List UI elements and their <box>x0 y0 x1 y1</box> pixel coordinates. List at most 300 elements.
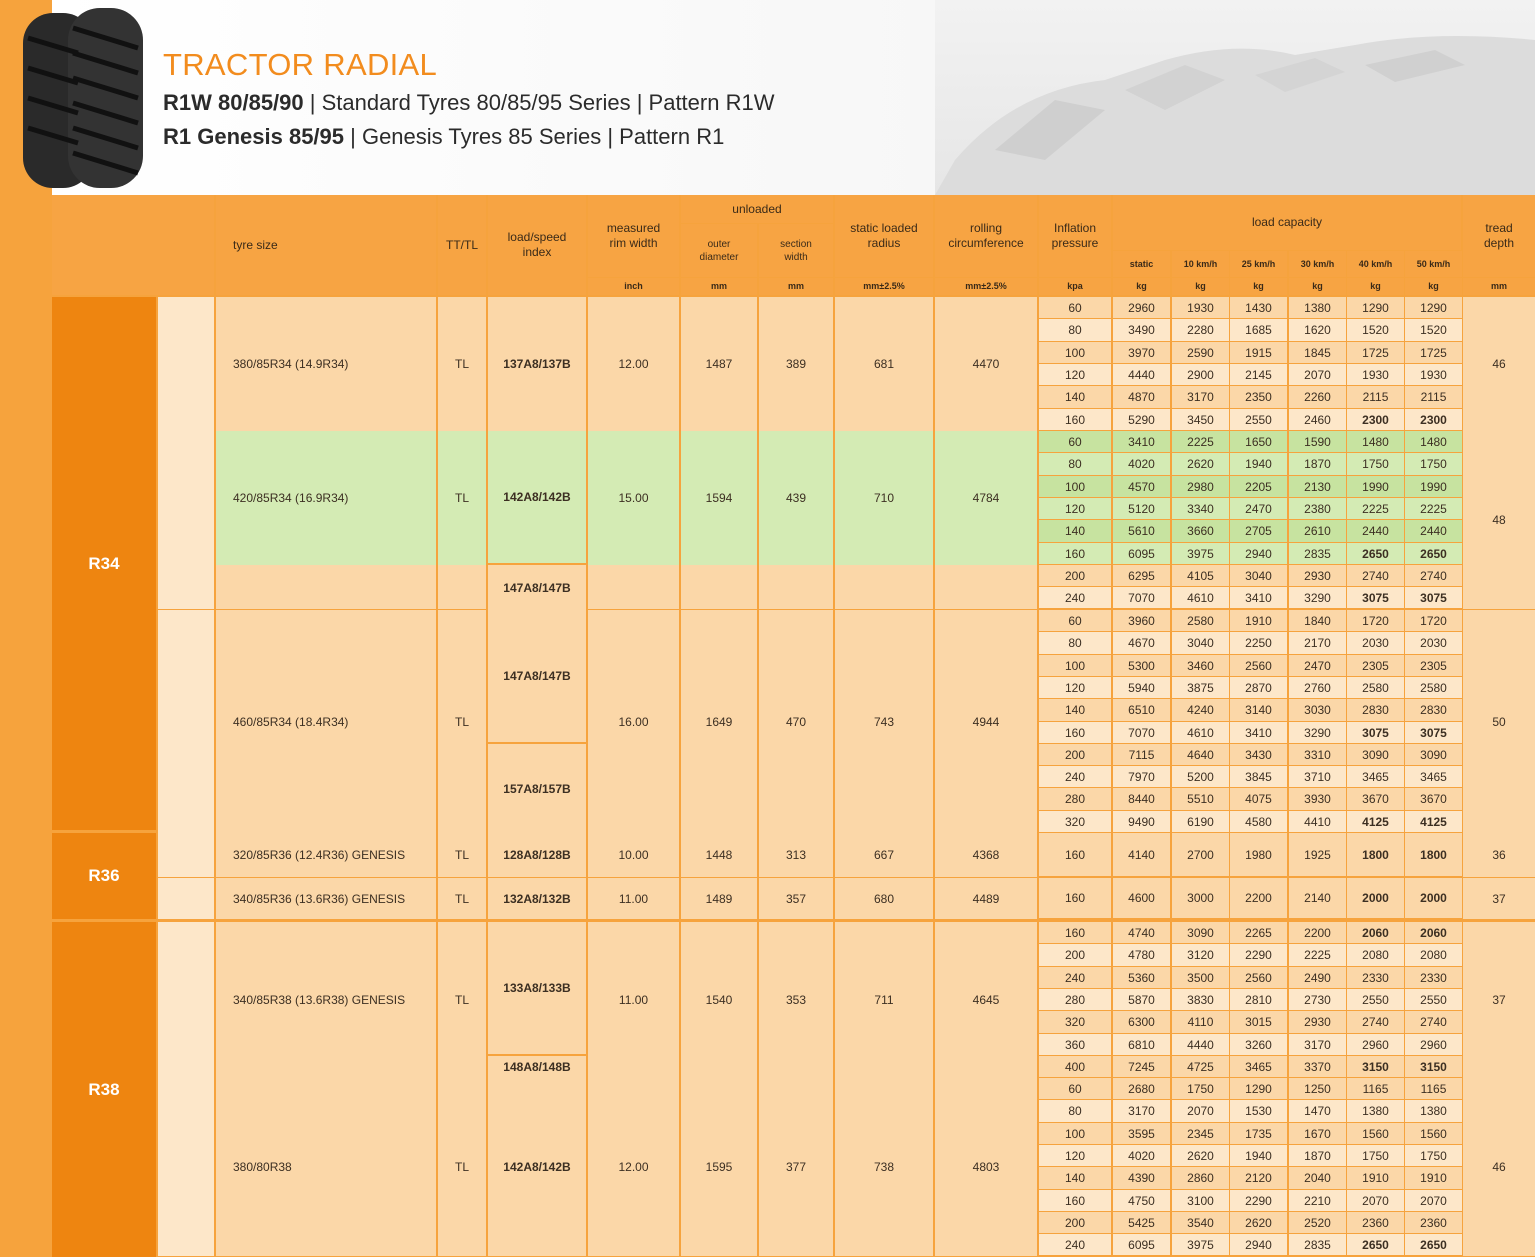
load-cell: 2960 <box>1347 1034 1404 1055</box>
load-cell: 1910 <box>1347 1167 1404 1189</box>
section-width-cell: 439 <box>759 431 833 565</box>
load-cell: 3370 <box>1289 1056 1346 1077</box>
series-desc-r1w: | Standard Tyres 80/85/95 Series | Pattern R1W <box>303 90 775 115</box>
load-cell: 3310 <box>1289 744 1346 765</box>
tt-tl-cell: TL <box>438 922 486 1078</box>
load-cell: 2120 <box>1230 1167 1287 1189</box>
tread-depth-cell: 37 <box>1463 922 1535 1078</box>
header-speed-0: static <box>1113 251 1170 277</box>
load-cell: 3170 <box>1289 1034 1346 1055</box>
rim-cell: 10.00 <box>588 833 679 877</box>
header-speed-3: 30 km/h <box>1289 251 1346 277</box>
unit-rim: inch <box>588 278 679 295</box>
load-cell: 7970 <box>1113 766 1170 787</box>
load-cell: 3090 <box>1405 744 1462 765</box>
load-cell: 3450 <box>1172 409 1229 430</box>
pressure-cell: 100 <box>1039 1123 1111 1144</box>
load-cell: 2260 <box>1289 386 1346 408</box>
pressure-cell: 120 <box>1039 498 1111 519</box>
load-cell: 3960 <box>1113 610 1170 631</box>
load-cell: 1930 <box>1347 364 1404 385</box>
load-cell: 3465 <box>1405 766 1462 787</box>
tyre-size-cell: 340/85R38 (13.6R38) GENESIS <box>216 922 436 1078</box>
load-cell: 6095 <box>1113 543 1170 564</box>
load-cell: 2380 <box>1289 498 1346 519</box>
load-cell: 1620 <box>1289 319 1346 341</box>
blank-cell <box>158 833 214 877</box>
load-cell: 2730 <box>1289 989 1346 1010</box>
tractor-tyre-icon <box>18 8 148 193</box>
load-cell: 2070 <box>1172 1100 1229 1122</box>
load-cell: 1685 <box>1230 319 1287 341</box>
header-load-speed-index: load/speed index <box>488 195 586 295</box>
tyre-size-cell: 460/85R34 (18.4R34) <box>216 610 436 833</box>
load-cell: 2305 <box>1405 655 1462 676</box>
radius-cell: 710 <box>835 431 933 565</box>
load-cell: 2225 <box>1172 431 1229 452</box>
load-cell: 2580 <box>1347 677 1404 698</box>
load-cell: 2470 <box>1289 655 1346 676</box>
load-cell: 1870 <box>1289 1145 1346 1166</box>
load-cell: 3660 <box>1172 520 1229 542</box>
load-cell: 2330 <box>1347 967 1404 988</box>
load-cell: 3410 <box>1230 587 1287 608</box>
load-cell: 2300 <box>1347 409 1404 430</box>
tyre-tread-background <box>935 0 1535 195</box>
section-width-cell: 389 <box>759 297 833 431</box>
load-cell: 4240 <box>1172 699 1229 721</box>
load-cell: 4440 <box>1172 1034 1229 1055</box>
header-rim-width: measured rim width <box>588 195 679 277</box>
header-banner <box>0 0 1535 195</box>
header-load-capacity: load capacity <box>1113 195 1461 250</box>
load-cell: 2115 <box>1347 386 1404 408</box>
load-cell: 2360 <box>1347 1212 1404 1233</box>
load-cell: 3875 <box>1172 677 1229 698</box>
load-cell: 1725 <box>1405 342 1462 363</box>
pressure-cell: 160 <box>1039 409 1111 430</box>
header-blank <box>52 195 214 295</box>
circumference-cell: 4944 <box>935 610 1037 833</box>
page-title: TRACTOR RADIAL <box>163 47 438 82</box>
load-cell: 2200 <box>1230 878 1287 918</box>
load-cell: 5120 <box>1113 498 1170 519</box>
load-cell: 1735 <box>1230 1123 1287 1144</box>
blank-cell <box>158 431 214 609</box>
outer-diameter-cell: 1487 <box>681 297 757 431</box>
outer-diameter-cell: 1649 <box>681 610 757 833</box>
series-desc-genesis: | Genesis Tyres 85 Series | Pattern R1 <box>344 124 725 149</box>
load-cell: 4580 <box>1230 811 1287 832</box>
pressure-cell: 320 <box>1039 1011 1111 1033</box>
tread-depth-cell: 46 <box>1463 1078 1535 1256</box>
load-cell: 2740 <box>1405 565 1462 586</box>
rim-cell: 11.00 <box>588 878 679 919</box>
load-cell: 2360 <box>1405 1212 1462 1233</box>
load-cell: 2835 <box>1289 543 1346 564</box>
load-cell: 3465 <box>1230 1056 1287 1077</box>
load-cell: 1380 <box>1347 1100 1404 1122</box>
tyre-size-cell: 340/85R36 (13.6R36) GENESIS <box>216 878 436 919</box>
pressure-cell: 100 <box>1039 342 1111 363</box>
load-cell: 5200 <box>1172 766 1229 787</box>
load-cell: 2650 <box>1405 543 1462 564</box>
load-cell: 2650 <box>1347 1234 1404 1255</box>
load-cell: 7070 <box>1113 587 1170 608</box>
load-cell: 3120 <box>1172 944 1229 966</box>
load-index-cell: 147A8/147B <box>488 565 586 610</box>
load-cell: 2705 <box>1230 520 1287 542</box>
load-cell: 4725 <box>1172 1056 1229 1077</box>
load-cell: 3845 <box>1230 766 1287 787</box>
load-cell: 1940 <box>1230 1145 1287 1166</box>
load-cell: 1380 <box>1289 297 1346 318</box>
load-cell: 5940 <box>1113 677 1170 698</box>
load-cell: 4410 <box>1289 811 1346 832</box>
load-cell: 2000 <box>1347 878 1404 918</box>
load-cell: 3140 <box>1230 699 1287 721</box>
load-cell: 2520 <box>1289 1212 1346 1233</box>
header-inflation-pressure: Inflation pressure <box>1039 195 1111 277</box>
load-cell: 4105 <box>1172 565 1229 586</box>
rim-cell: 16.00 <box>588 610 679 833</box>
load-cell: 2440 <box>1347 520 1404 542</box>
series-name-genesis: R1 Genesis 85/95 <box>163 124 345 149</box>
load-cell: 1480 <box>1347 431 1404 452</box>
load-cell: 4640 <box>1172 744 1229 765</box>
load-cell: 2960 <box>1113 297 1170 318</box>
unit-pressure: kpa <box>1039 278 1111 295</box>
section-width-cell: 353 <box>759 922 833 1078</box>
load-cell: 1560 <box>1347 1123 1404 1144</box>
load-cell: 2070 <box>1347 1190 1404 1211</box>
load-cell: 2000 <box>1405 878 1462 918</box>
load-cell: 9490 <box>1113 811 1170 832</box>
circumference-cell: 4470 <box>935 297 1037 431</box>
load-cell: 8440 <box>1113 788 1170 810</box>
load-cell: 2560 <box>1230 655 1287 676</box>
load-cell: 2740 <box>1405 1011 1462 1033</box>
load-cell: 1910 <box>1230 610 1287 631</box>
load-cell: 5300 <box>1113 655 1170 676</box>
header-speed-1: 10 km/h <box>1172 251 1229 277</box>
load-cell: 2870 <box>1230 677 1287 698</box>
pressure-cell: 240 <box>1039 587 1111 608</box>
load-cell: 3430 <box>1230 744 1287 765</box>
load-cell: 4125 <box>1405 811 1462 832</box>
header-tread-depth: tread depth <box>1463 195 1535 277</box>
load-cell: 2740 <box>1347 565 1404 586</box>
load-cell: 1990 <box>1405 476 1462 497</box>
load-cell: 1800 <box>1405 833 1462 876</box>
load-cell: 1520 <box>1405 319 1462 341</box>
load-cell: 1845 <box>1289 342 1346 363</box>
load-cell: 3410 <box>1230 722 1287 743</box>
blank-cell <box>158 922 214 1078</box>
tt-tl-cell: TL <box>438 297 486 431</box>
circumference-cell: 4368 <box>935 833 1037 877</box>
load-cell: 3075 <box>1347 722 1404 743</box>
load-cell: 1750 <box>1405 453 1462 475</box>
load-cell: 3830 <box>1172 989 1229 1010</box>
pressure-cell: 200 <box>1039 1212 1111 1233</box>
unit-outer: mm <box>681 278 757 295</box>
pressure-cell: 160 <box>1039 833 1111 876</box>
load-cell: 2060 <box>1347 922 1404 943</box>
pressure-cell: 320 <box>1039 811 1111 832</box>
load-cell: 2810 <box>1230 989 1287 1010</box>
load-cell: 4610 <box>1172 587 1229 608</box>
load-cell: 3150 <box>1347 1056 1404 1077</box>
load-cell: 3030 <box>1289 699 1346 721</box>
load-cell: 1940 <box>1230 453 1287 475</box>
load-cell: 2760 <box>1289 677 1346 698</box>
load-cell: 2330 <box>1405 967 1462 988</box>
pressure-cell: 360 <box>1039 1034 1111 1055</box>
tt-tl-cell: TL <box>438 431 486 565</box>
load-cell: 2610 <box>1289 520 1346 542</box>
blank-cell <box>158 297 214 431</box>
tt-tl-cell: TL <box>438 610 486 833</box>
load-cell: 3460 <box>1172 655 1229 676</box>
header-outer-diameter: outer diameter <box>681 224 757 277</box>
load-cell: 3150 <box>1405 1056 1462 1077</box>
load-cell: 2460 <box>1289 409 1346 430</box>
load-cell: 1870 <box>1289 453 1346 475</box>
load-index-cell: 142A8/142B <box>488 1078 586 1256</box>
load-cell: 2590 <box>1172 342 1229 363</box>
load-index-cell: 157A8/157B <box>488 744 586 833</box>
pressure-cell: 60 <box>1039 297 1111 318</box>
circumference-cell: 4803 <box>935 1078 1037 1256</box>
section-label-r38: R38 <box>52 922 156 1257</box>
unit-load-4: kg <box>1347 278 1404 295</box>
pressure-cell: 280 <box>1039 788 1111 810</box>
load-cell: 2030 <box>1405 632 1462 654</box>
section-label-r34: R34 <box>52 297 156 830</box>
load-cell: 2580 <box>1172 610 1229 631</box>
pressure-cell: 240 <box>1039 967 1111 988</box>
load-cell: 4110 <box>1172 1011 1229 1033</box>
outer-diameter-cell: 1540 <box>681 922 757 1078</box>
load-cell: 4870 <box>1113 386 1170 408</box>
rim-cell: 15.00 <box>588 431 679 565</box>
series-name-r1w: R1W 80/85/90 <box>163 90 304 115</box>
load-cell: 2830 <box>1347 699 1404 721</box>
load-cell: 2210 <box>1289 1190 1346 1211</box>
tyre-size-cell: 420/85R34 (16.9R34) <box>216 431 436 565</box>
pressure-cell: 120 <box>1039 677 1111 698</box>
load-cell: 2080 <box>1347 944 1404 966</box>
rim-cell-ext <box>588 565 679 609</box>
radius-cell-ext <box>835 565 933 609</box>
load-cell: 2930 <box>1289 565 1346 586</box>
pressure-cell: 160 <box>1039 543 1111 564</box>
load-cell: 4610 <box>1172 722 1229 743</box>
load-cell: 4670 <box>1113 632 1170 654</box>
load-cell: 5610 <box>1113 520 1170 542</box>
load-cell: 3075 <box>1405 587 1462 608</box>
load-cell: 2620 <box>1172 453 1229 475</box>
pressure-cell: 280 <box>1039 989 1111 1010</box>
unit-section: mm <box>759 278 833 295</box>
load-cell: 2200 <box>1289 922 1346 943</box>
load-cell: 2290 <box>1230 1190 1287 1211</box>
load-cell: 2265 <box>1230 922 1287 943</box>
load-index-cell: 132A8/132B <box>488 878 586 919</box>
load-cell: 3930 <box>1289 788 1346 810</box>
pressure-cell: 80 <box>1039 319 1111 341</box>
load-cell: 3490 <box>1113 319 1170 341</box>
load-cell: 3075 <box>1405 722 1462 743</box>
pressure-cell: 140 <box>1039 386 1111 408</box>
load-cell: 1290 <box>1347 297 1404 318</box>
load-cell: 1925 <box>1289 833 1346 876</box>
pressure-cell: 140 <box>1039 699 1111 721</box>
load-cell: 2250 <box>1230 632 1287 654</box>
blank-cell <box>158 878 214 919</box>
series-line-r1w <box>163 90 774 116</box>
load-cell: 5870 <box>1113 989 1170 1010</box>
load-cell: 1530 <box>1230 1100 1287 1122</box>
load-cell: 3040 <box>1230 565 1287 586</box>
circumference-cell: 4784 <box>935 431 1037 565</box>
load-cell: 2550 <box>1230 409 1287 430</box>
pressure-cell: 120 <box>1039 1145 1111 1166</box>
load-cell: 2305 <box>1347 655 1404 676</box>
radius-cell: 667 <box>835 833 933 877</box>
tt-tl-cell: TL <box>438 878 486 919</box>
load-cell: 1720 <box>1347 610 1404 631</box>
load-cell: 1290 <box>1230 1078 1287 1099</box>
load-cell: 1800 <box>1347 833 1404 876</box>
load-cell: 2225 <box>1289 944 1346 966</box>
load-cell: 2620 <box>1230 1212 1287 1233</box>
load-cell: 2560 <box>1230 967 1287 988</box>
load-cell: 4570 <box>1113 476 1170 497</box>
unit-load-5: kg <box>1405 278 1462 295</box>
load-cell: 7070 <box>1113 722 1170 743</box>
load-cell: 2700 <box>1172 833 1229 876</box>
pressure-cell: 140 <box>1039 1167 1111 1189</box>
load-cell: 3970 <box>1113 342 1170 363</box>
load-cell: 3670 <box>1347 788 1404 810</box>
load-cell: 3975 <box>1172 543 1229 564</box>
load-cell: 2940 <box>1230 543 1287 564</box>
tread-depth-cell: 50 <box>1463 610 1535 833</box>
tyre-size-cell: 380/80R38 <box>216 1078 436 1256</box>
load-cell: 4780 <box>1113 944 1170 966</box>
outer-diameter-cell: 1595 <box>681 1078 757 1256</box>
load-cell: 2030 <box>1347 632 1404 654</box>
load-cell: 1750 <box>1347 1145 1404 1166</box>
tt-tl-cell-ext <box>438 565 486 609</box>
load-cell: 3595 <box>1113 1123 1170 1144</box>
load-cell: 1720 <box>1405 610 1462 631</box>
load-cell: 1290 <box>1405 297 1462 318</box>
load-cell: 6295 <box>1113 565 1170 586</box>
section-label-r36: R36 <box>52 833 156 919</box>
tread-depth-cell: 36 <box>1463 833 1535 877</box>
load-cell: 3260 <box>1230 1034 1287 1055</box>
load-cell: 4390 <box>1113 1167 1170 1189</box>
load-cell: 2440 <box>1405 520 1462 542</box>
load-cell: 2650 <box>1405 1234 1462 1255</box>
outer-diameter-cell: 1489 <box>681 878 757 919</box>
load-cell: 3090 <box>1172 922 1229 943</box>
pressure-cell: 160 <box>1039 1190 1111 1211</box>
load-cell: 2170 <box>1289 632 1346 654</box>
header-rolling-circumference: rolling circumference <box>935 195 1037 277</box>
unit-load-0: kg <box>1113 278 1170 295</box>
load-cell: 4740 <box>1113 922 1170 943</box>
load-cell: 2860 <box>1172 1167 1229 1189</box>
load-cell: 2060 <box>1405 922 1462 943</box>
series-line-genesis <box>163 124 724 150</box>
load-cell: 6300 <box>1113 1011 1170 1033</box>
pressure-cell: 200 <box>1039 565 1111 586</box>
header-tt-tl: TT/TL <box>438 195 486 295</box>
circumference-cell-ext <box>935 565 1037 609</box>
load-cell: 1165 <box>1405 1078 1462 1099</box>
load-cell: 1910 <box>1405 1167 1462 1189</box>
load-cell: 4600 <box>1113 878 1170 918</box>
load-cell: 1650 <box>1230 431 1287 452</box>
load-cell: 1840 <box>1289 610 1346 631</box>
load-cell: 2070 <box>1289 364 1346 385</box>
load-cell: 1750 <box>1405 1145 1462 1166</box>
load-index-cell: 128A8/128B <box>488 833 586 877</box>
radius-cell: 711 <box>835 922 933 1078</box>
pressure-cell: 80 <box>1039 632 1111 654</box>
unit-tread: mm <box>1463 278 1535 295</box>
blank-cell <box>158 1078 214 1256</box>
load-cell: 3340 <box>1172 498 1229 519</box>
load-cell: 5290 <box>1113 409 1170 430</box>
load-cell: 1250 <box>1289 1078 1346 1099</box>
load-cell: 2960 <box>1405 1034 1462 1055</box>
tyre-size-cell: 320/85R36 (12.4R36) GENESIS <box>216 833 436 877</box>
load-cell: 1750 <box>1347 453 1404 475</box>
tread-graphic-icon <box>935 0 1535 195</box>
load-cell: 1915 <box>1230 342 1287 363</box>
load-cell: 2650 <box>1347 543 1404 564</box>
load-cell: 5510 <box>1172 788 1229 810</box>
load-cell: 7115 <box>1113 744 1170 765</box>
load-cell: 2040 <box>1289 1167 1346 1189</box>
section-width-cell-ext <box>759 565 833 609</box>
load-cell: 1165 <box>1347 1078 1404 1099</box>
header-static-radius: static loaded radius <box>835 195 933 277</box>
header-unloaded: unloaded <box>681 195 833 223</box>
load-cell: 2550 <box>1405 989 1462 1010</box>
load-cell: 2580 <box>1405 677 1462 698</box>
outer-diameter-cell-ext <box>681 565 757 609</box>
pressure-cell: 240 <box>1039 766 1111 787</box>
load-cell: 1980 <box>1230 833 1287 876</box>
load-cell: 3290 <box>1289 722 1346 743</box>
load-cell: 3290 <box>1289 587 1346 608</box>
load-cell: 5360 <box>1113 967 1170 988</box>
load-cell: 2620 <box>1172 1145 1229 1166</box>
pressure-cell: 120 <box>1039 364 1111 385</box>
load-cell: 2115 <box>1405 386 1462 408</box>
header-speed-4: 40 km/h <box>1347 251 1404 277</box>
tyre-size-cell: 380/85R34 (14.9R34) <box>216 297 436 431</box>
load-cell: 4020 <box>1113 1145 1170 1166</box>
rim-cell: 11.00 <box>588 922 679 1078</box>
rim-cell: 12.00 <box>588 297 679 431</box>
